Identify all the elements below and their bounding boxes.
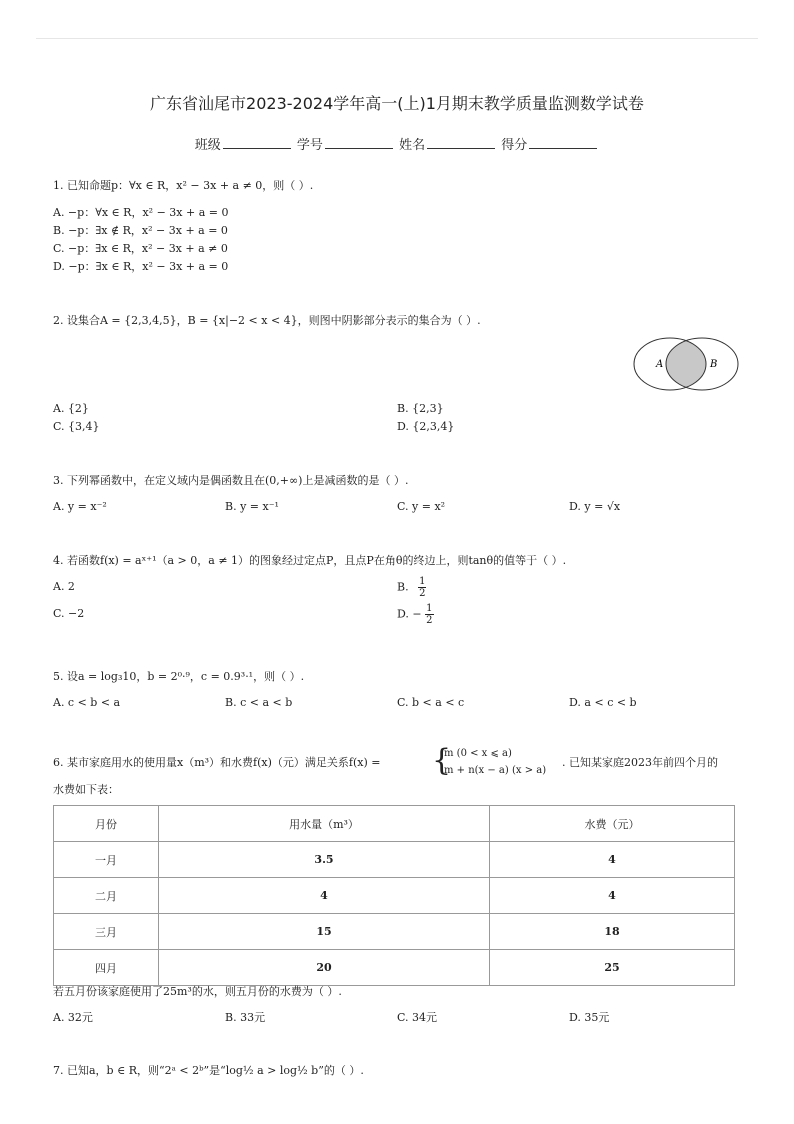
question-2-option-d: D. {2,3,4}	[397, 420, 455, 433]
table-header-cell: 月份	[54, 806, 159, 842]
question-4-option-b-label: B.	[397, 580, 409, 594]
question-6-option-b: B. 33元	[225, 1011, 266, 1024]
question-6-option-c: C. 34元	[397, 1011, 438, 1024]
question-6-stem-c: 水费如下表：	[53, 783, 119, 796]
piecewise-case-2: m + n(x − a) (x > a)	[444, 765, 547, 776]
question-5-option-a: A. c < b < a	[53, 696, 121, 709]
question-5-option-c: C. b < a < c	[397, 696, 465, 709]
venn-label-a: A	[656, 359, 664, 370]
fraction-denominator: 2	[426, 615, 433, 626]
question-2-option-b: B. {2,3}	[397, 402, 444, 415]
question-4-option-a: A. 2	[53, 580, 75, 593]
table-cell: 4	[490, 842, 735, 878]
question-4-option-b-fraction	[418, 576, 426, 599]
question-6-stem-b: . 已知某家庭2023年前四个月的	[562, 756, 718, 769]
question-3-option-a: A. y = x⁻²	[53, 500, 107, 513]
piecewise-brace: {	[432, 743, 452, 778]
piecewise-case-1: m (0 < x ⩽ a)	[444, 748, 512, 759]
question-2-option-a: A. {2}	[53, 402, 89, 415]
table-cell: 4	[159, 878, 490, 914]
question-6-followup: 若五月份该家庭使用了25m³的水，则五月份的水费为（ ）.	[53, 985, 342, 998]
question-5-option-d: D. a < c < b	[569, 696, 637, 709]
question-6-stem-a: 6. 某市家庭用水的使用量x（m³）和水费f(x)（元）满足关系f(x) =	[53, 756, 381, 769]
question-5-option-b: B. c < a < b	[225, 696, 293, 709]
question-1-stem: 1. 已知命题p：∀x ∈ R，x² − 3x + a ≠ 0，则（ ）.	[53, 179, 314, 192]
question-2-option-c: C. {3,4}	[53, 420, 100, 433]
field-number-label: 学号	[296, 138, 323, 153]
question-4-option-c: C. −2	[53, 607, 85, 620]
venn-label-b: B	[710, 359, 718, 370]
question-4-option-d-fraction	[425, 603, 433, 626]
page-title: 广东省汕尾市2023-2024学年高一(上)1月期末教学质量监测数学试卷	[150, 94, 644, 113]
question-7-stem: 7. 已知a，b ∈ R，则“2ᵃ < 2ᵇ”是“log½ a > log½ b”的（ ）.	[53, 1064, 364, 1077]
fraction-numerator: 1	[419, 576, 426, 587]
table-row	[54, 950, 735, 986]
table-row	[54, 914, 735, 950]
table-header-cell: 用水量（m³）	[159, 806, 490, 842]
question-1-option-b: B. −p：∃x ∉ R，x² − 3x + a = 0	[53, 224, 228, 237]
field-class-label: 班级	[194, 138, 221, 153]
table-header-row	[54, 806, 735, 842]
field-score-label: 得分	[501, 138, 528, 153]
table-row	[54, 878, 735, 914]
question-3-stem: 3. 下列幂函数中，在定义域内是偶函数且在(0,+∞)上是减函数的是（ ）.	[53, 474, 409, 487]
table-cell: 3.5	[159, 842, 490, 878]
question-3-option-b: B. y = x⁻¹	[225, 500, 279, 513]
fraction-numerator: 1	[426, 603, 433, 614]
table-cell: 25	[490, 950, 735, 986]
question-6-option-a: A. 32元	[53, 1011, 93, 1024]
venn-diagram	[630, 336, 742, 392]
question-6-option-d: D. 35元	[569, 1011, 610, 1024]
question-4-option-b	[397, 576, 426, 599]
field-class-blank[interactable]	[223, 148, 291, 149]
field-name-label: 姓名	[399, 138, 426, 153]
table-row	[54, 842, 735, 878]
table-cell: 20	[159, 950, 490, 986]
table-cell: 4	[490, 878, 735, 914]
table-cell: 二月	[54, 878, 159, 914]
question-1-option-d: D. −p：∃x ∈ R，x² − 3x + a = 0	[53, 260, 229, 273]
question-4-option-d-label: D. −	[397, 607, 422, 621]
table-cell: 四月	[54, 950, 159, 986]
table-cell: 15	[159, 914, 490, 950]
question-3-option-c: C. y = x²	[397, 500, 446, 513]
question-1-option-c: C. −p：∃x ∈ R，x² − 3x + a ≠ 0	[53, 242, 228, 255]
question-4-option-d	[397, 603, 434, 626]
question-3-option-d: D. y = √x	[569, 500, 621, 513]
field-name-blank[interactable]	[427, 148, 495, 149]
field-number-blank[interactable]	[325, 148, 393, 149]
question-5-stem: 5. 设a = log₃10，b = 2⁰·⁹，c = 0.9³·¹，则（ ）.	[53, 670, 305, 683]
table-header-cell: 水费（元）	[490, 806, 735, 842]
student-info-fields	[0, 134, 794, 153]
question-1-option-a: A. −p：∀x ∈ R，x² − 3x + a = 0	[53, 206, 229, 219]
table-cell: 一月	[54, 842, 159, 878]
top-rule	[36, 38, 758, 39]
field-score-blank[interactable]	[529, 148, 597, 149]
question-4-stem: 4. 若函数f(x) = aˣ⁺¹（a > 0，a ≠ 1）的图象经过定点P，且点P在角θ的终边上，则tanθ的值等于（ ）.	[53, 554, 567, 567]
question-2-stem: 2. 设集合A = {2,3,4,5}，B = {x|−2 < x < 4}，则图中阴影部分表示的集合为（ ）.	[53, 314, 481, 327]
table-cell: 三月	[54, 914, 159, 950]
table-cell: 18	[490, 914, 735, 950]
water-fee-table	[53, 805, 735, 986]
fraction-denominator: 2	[419, 588, 426, 599]
